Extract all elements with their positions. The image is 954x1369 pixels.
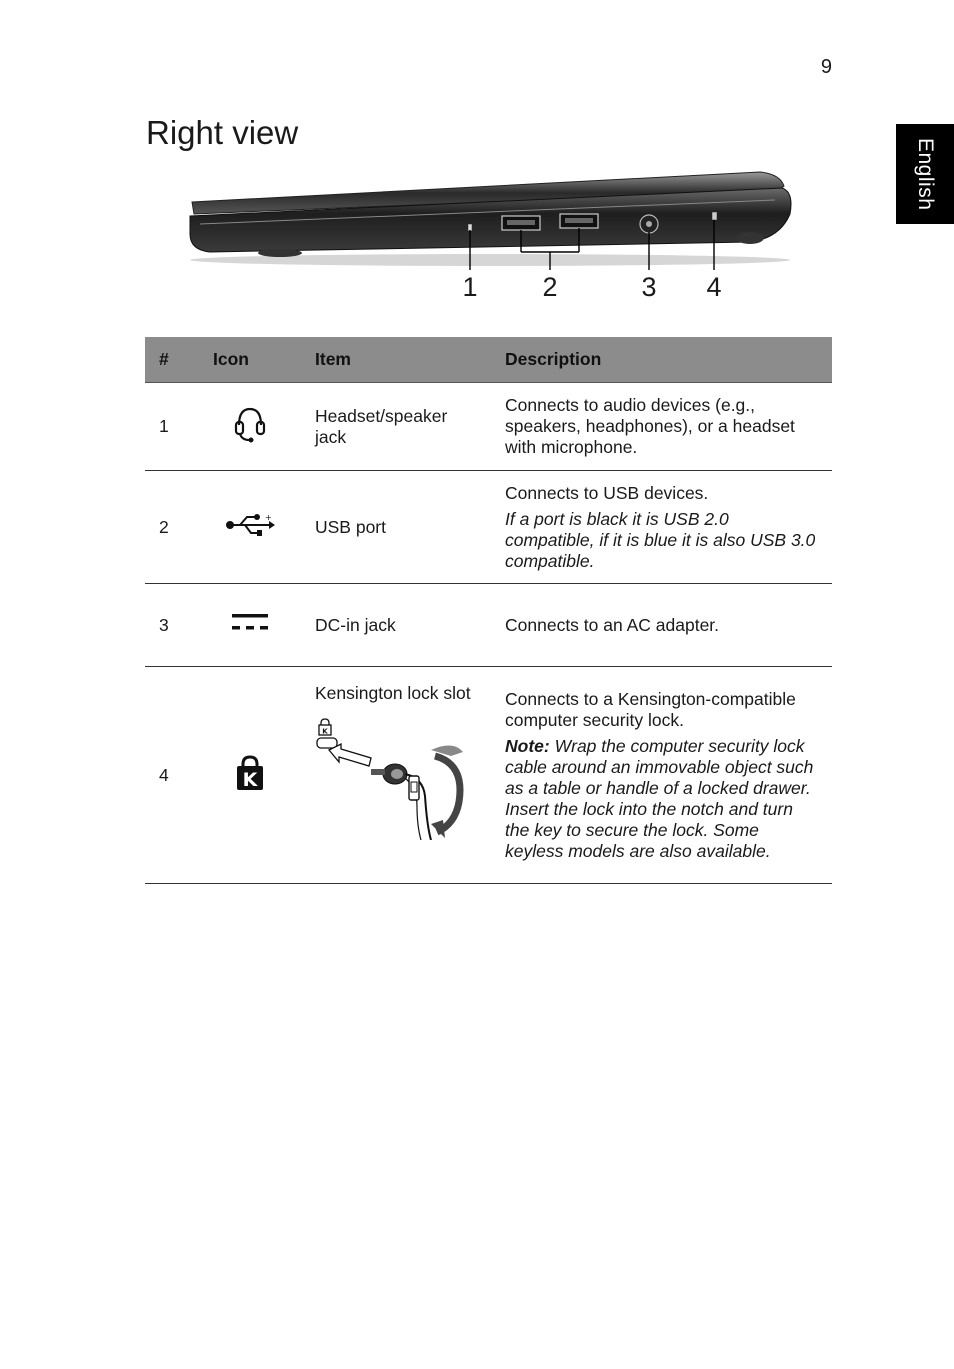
row-note: If a port is black it is USB 2.0 compatible, if it is blue it is also USB 3.0 compatible. bbox=[505, 508, 816, 571]
table-header-row bbox=[145, 337, 832, 383]
row-description: Connects to a Kensington-compatible computer security lock. bbox=[505, 688, 796, 730]
page-number: 9 bbox=[820, 56, 832, 78]
row-item: Kensington lock slot bbox=[315, 683, 471, 703]
kensington-lock-illustration bbox=[313, 716, 473, 840]
row-description: Connects to USB devices. bbox=[505, 482, 709, 503]
usb-icon bbox=[225, 513, 275, 537]
row-num: 1 bbox=[145, 383, 199, 471]
row-note bbox=[505, 736, 818, 862]
language-tab-label: English bbox=[914, 137, 937, 211]
header-num: # bbox=[145, 337, 199, 383]
table-row bbox=[145, 667, 832, 884]
header-icon: Icon bbox=[199, 337, 301, 383]
language-tab bbox=[896, 124, 954, 224]
row-description: Connects to an AC adapter. bbox=[491, 584, 832, 667]
callout-4: 4 bbox=[706, 272, 722, 302]
svg-text:K: K bbox=[242, 768, 258, 791]
svg-text:K: K bbox=[322, 727, 328, 736]
svg-text:+: + bbox=[265, 512, 272, 522]
table-row bbox=[145, 471, 832, 584]
callout-2: 2 bbox=[542, 272, 558, 302]
row-item: Headset/speaker jack bbox=[301, 383, 491, 471]
table-row bbox=[145, 584, 832, 667]
row-item: DC-in jack bbox=[301, 584, 491, 667]
table-row bbox=[145, 383, 832, 471]
ports-table bbox=[145, 337, 832, 884]
callout-3: 3 bbox=[641, 272, 657, 302]
headset-icon bbox=[233, 405, 267, 443]
row-num: 2 bbox=[145, 471, 199, 584]
callout-1: 1 bbox=[462, 272, 478, 302]
note-label: Note: bbox=[505, 735, 550, 756]
row-num: 3 bbox=[145, 584, 199, 667]
header-item: Item bbox=[301, 337, 491, 383]
kensington-lock-icon bbox=[236, 755, 264, 791]
row-item: USB port bbox=[301, 471, 491, 584]
dc-in-icon bbox=[231, 612, 269, 634]
note-text: Wrap the computer security lock cable around an immovable object such as a table or handle of a locked drawer. Insert the lock into the notch and turn the key to secure the lock. Some keyless models are also available. bbox=[505, 735, 814, 861]
row-description: Connects to audio devices (e.g., speakers, headphones), or a headset with microphone. bbox=[491, 383, 832, 471]
row-num: 4 bbox=[145, 667, 199, 884]
section-title: Right view bbox=[146, 114, 299, 151]
header-description: Description bbox=[491, 337, 832, 383]
